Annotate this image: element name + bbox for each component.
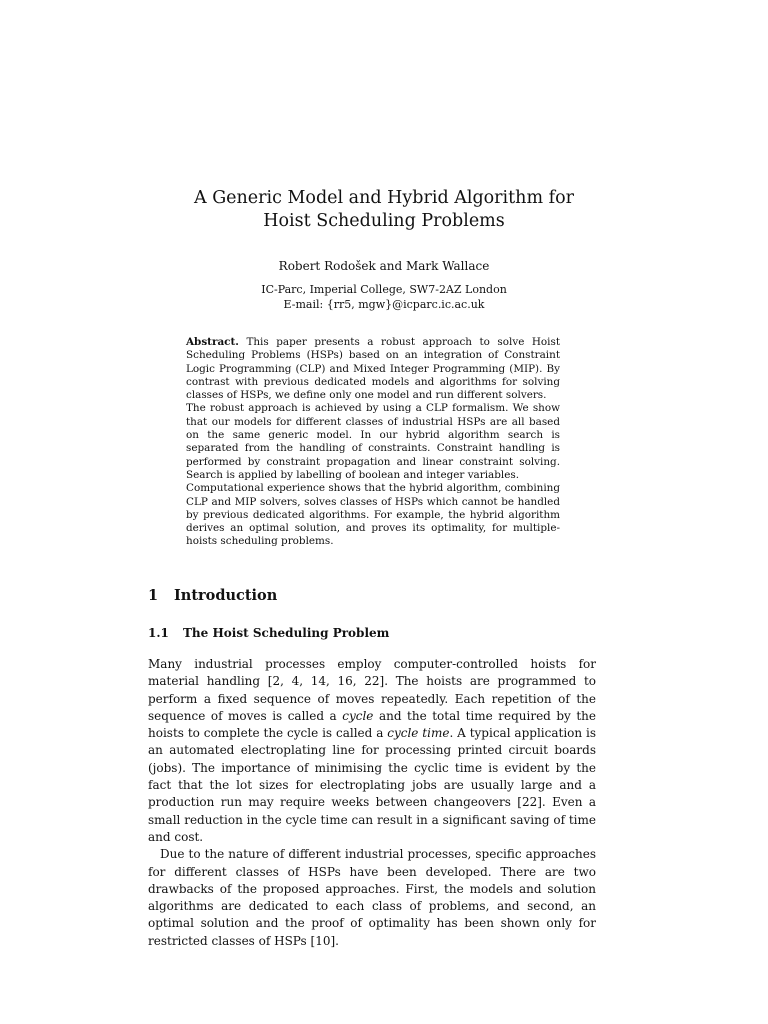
paper-affiliation-block [130, 282, 638, 312]
subsection-heading [148, 625, 608, 641]
body-text-1b: and the total time required by the hoists to complete the cycle is called a [148, 708, 596, 741]
paper-email: E-mail: {rr5, mgw}@icparc.ic.ac.uk [283, 298, 485, 311]
subsection-title: The Hoist Scheduling Problem [183, 626, 390, 640]
section-number: 1 [148, 587, 159, 604]
abstract-label: Abstract. [186, 336, 239, 348]
paper-title [130, 187, 638, 233]
section-title: Introduction [174, 587, 278, 604]
body-text-1a: Many industrial processes employ computer-controlled hoists for material handling [2, 4, 14, 16, 22]. The hoists are programmed to perform a fixed sequence of moves repeatedly. Each repetition of the sequence of moves is called a [148, 657, 596, 723]
abstract-text-1: This paper presents a robust approach to solve Hoist Scheduling Problems (HSPs) based on an integration of Constraint Logic Programming (CLP) and Mixed Integer Programming (MIP). By contrast with previous dedicated models and algorithms for solving classes of HSPs, we define only one model and run different solvers. [186, 336, 560, 402]
term-cycle: cycle [342, 708, 374, 723]
abstract [186, 336, 560, 549]
term-cycle-time: cycle time [387, 726, 450, 741]
paper-affiliation: IC-Parc, Imperial College, SW7-2AZ London [261, 283, 507, 296]
body-text-1c: . A typical application is an automated electroplating line for processing printed circuit boards (jobs). The importance of minimising the cyclic time is evident by the fact that the lot sizes for electroplating jobs are usually large and a production run may require weeks between changeovers [22]. Even a small reduction in the cycle time can result in a significant saving of time and cost. [148, 726, 596, 844]
abstract-paragraph-2: The robust approach is achieved by using a CLP formalism. We show that our models for different classes of industrial HSPs are all based on the same generic model. In our hybrid algorithm search is separated from the handling of constraints. Constraint handling is performed by constraint propagation and linear constraint solving. Search is applied by labelling of boolean and integer variables. [186, 402, 560, 481]
paper-title-line-2: Hoist Scheduling Problems [263, 211, 505, 231]
body-paragraph-1 [148, 656, 596, 846]
abstract-paragraph-1 [186, 336, 560, 402]
abstract-paragraph-3: Computational experience shows that the hybrid algorithm, combining CLP and MIP solvers, solves classes of HSPs which cannot be handled by previous dedicated algorithms. For example, the hybrid algorithm derives an optimal solution, and proves its optimality, for multiple-hoists scheduling problems. [186, 482, 560, 548]
paper-title-line-1: A Generic Model and Hybrid Algorithm for [194, 188, 574, 208]
body-text [148, 656, 596, 950]
body-paragraph-2: Due to the nature of different industrial processes, specific approaches for different classes of HSPs have been developed. There are two drawbacks of the proposed approaches. First, the models and solution algorithms are dedicated to each class of problems, and second, an optimal solution and the proof of optimality has been shown only for restricted classes of HSPs [10]. [148, 847, 596, 948]
paper-authors: Robert Rodošek and Mark Wallace [278, 259, 490, 273]
section-heading [148, 586, 608, 606]
subsection-number: 1.1 [148, 626, 169, 640]
